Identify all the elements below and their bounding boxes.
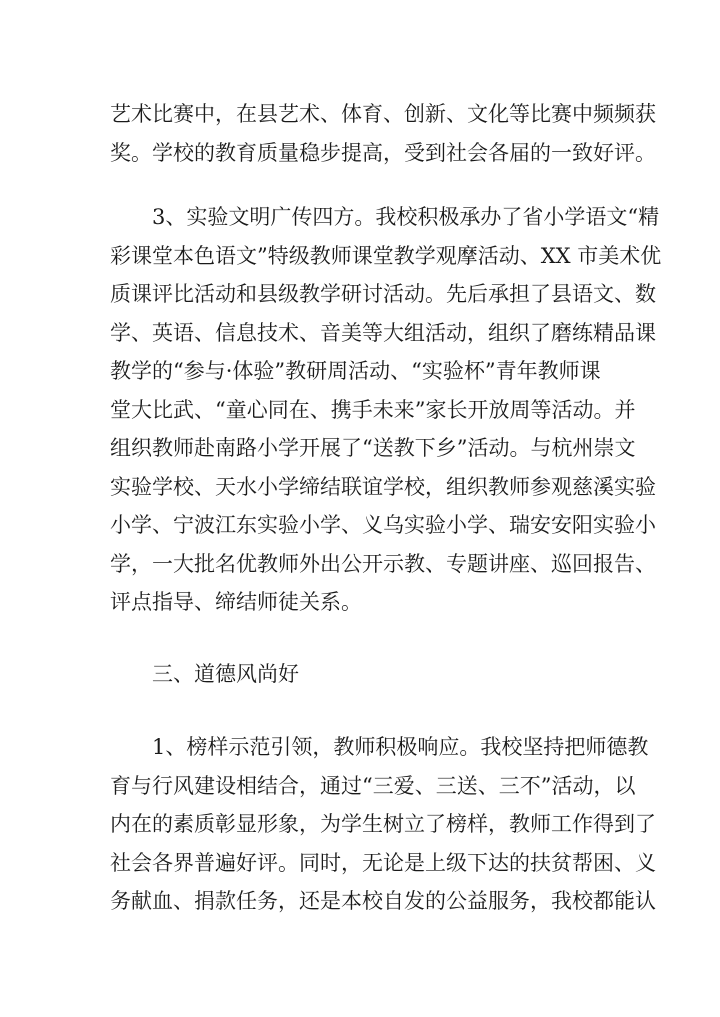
- text-line: 彩课堂本色语文”特级教师课堂教学观摩活动、XX 市美术优: [110, 243, 662, 268]
- text-line: 社会各界普遍好评。同时，无论是上级下达的扶贫帮困、义: [110, 850, 656, 875]
- text-line: 1、榜样示范引领，教师积极响应。我校坚持把师德教: [110, 735, 649, 759]
- text-line: 内在的素质彰显形象，为学生树立了榜样，教师工作得到了: [110, 812, 656, 836]
- text-line: 奖。学校的教育质量稳步提高，受到社会各届的一致好评。: [110, 140, 656, 165]
- text-line: 组织教师赴南路小学开展了“送教下乡”活动。与杭州崇文: [110, 436, 636, 460]
- text-line: 育与行风建设相结合，通过“三爱、三送、三不”活动，以: [110, 773, 636, 798]
- text-line: 教学的“参与·体验”教研周活动、“实验杯”青年教师课: [110, 359, 601, 383]
- text-line: 质课评比活动和县级教学研讨活动。先后承担了县语文、数: [110, 282, 656, 306]
- section-heading-morality: [110, 655, 610, 694]
- text-line: 艺术比赛中，在县艺术、体育、创新、文化等比赛中频频获: [110, 102, 656, 126]
- text-line: 学、英语、信息技术、音美等大组活动，组织了磨练精品课: [110, 320, 656, 345]
- text-line: 实验学校、天水小学缔结联谊学校，组织教师参观慈溪实验: [110, 474, 656, 499]
- heading-line: 三、道德风尚好: [110, 662, 299, 686]
- paragraph-experiment-civilization: [110, 198, 662, 622]
- text-line: 堂大比武、“童心同在、携手未来”家长开放周等活动。并: [110, 397, 636, 422]
- text-line: 评点指导、缔结师徒关系。: [110, 590, 362, 614]
- paragraph-role-models: [110, 728, 656, 921]
- paragraph-art-awards: [110, 95, 656, 172]
- text-line: 学，一大批名优教师外出公开示教、专题讲座、巡回报告、: [110, 551, 656, 576]
- text-line: 务献血、捐款任务，还是本校自发的公益服务，我校都能认: [110, 889, 656, 913]
- text-line: 小学、宁波江东实验小学、义乌实验小学、瑞安安阳实验小: [110, 513, 656, 537]
- text-line: 3、实验文明广传四方。我校积极承办了省小学语文“精: [110, 205, 660, 229]
